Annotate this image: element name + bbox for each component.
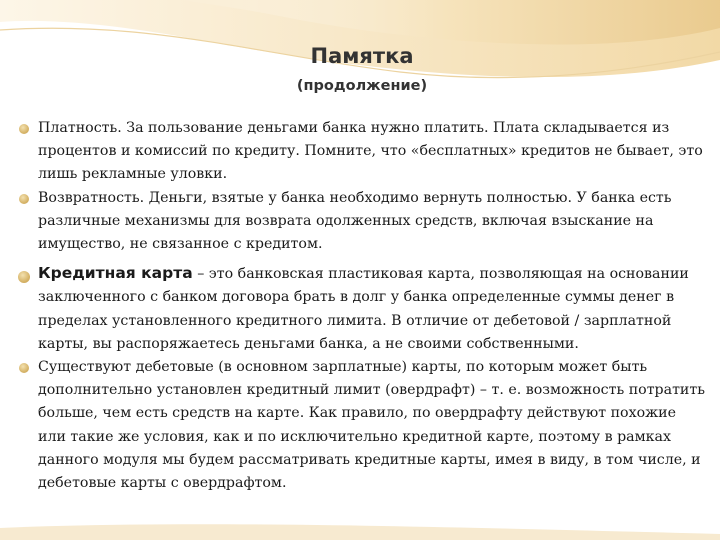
bullet-dot-icon [19,363,29,373]
bullet-item [15,187,707,257]
bullet-dot-icon [18,271,30,283]
bullet-list [15,117,707,495]
bullet-lead-term: Кредитная карта [38,264,193,283]
slide-title: Памятка [310,44,414,68]
bullet-text: Платность. За пользование деньгами банка нужно платить. Плата складывается из процентов и комиссий по кредиту. Помните, что «бесплатных» кредитов не бывает, это лишь рекламные уловки. [38,120,703,183]
bullet-dot-icon [19,124,29,134]
slide-subtitle: (продолжение) [296,78,428,94]
bullet-text: – это банковская пластиковая карта, позволяющая на основании заключенного с банком договора брать в долг у банка определенные суммы денег в пределах установленного кредитного лимита. В отличие от дебетовой / зарплатной карты, вы распоряжаетесь деньгами банка, а не своими собственными. [38,266,689,352]
bullet-dot-icon [19,194,29,204]
bullet-item [15,356,707,495]
bottom-wave [0,524,720,540]
bullet-item [15,262,707,356]
bullet-text: Возвратность. Деньги, взятые у банка необходимо вернуть полностью. У банка есть различные механизмы для возврата одолженных средств, включая взыскание на имущество, не связанное с кредитом. [38,189,672,253]
bullet-item [15,117,707,187]
bullet-text: Существуют дебетовые (в основном зарплатные) карты, по которым может быть дополнительно установлен кредитный лимит (овердрафт) – т. е. возможность потратить больше, чем есть средств на карте. Как правило, по овердрафту действуют похожие или такие же условия, как и по исключительно кредитной карте, поэтому в рамках данного модуля мы будем рассматривать кредитные карты, имея в виду, в том числе, и дебетовые карты с овердрафтом. [38,359,705,492]
title-block [0,44,720,94]
